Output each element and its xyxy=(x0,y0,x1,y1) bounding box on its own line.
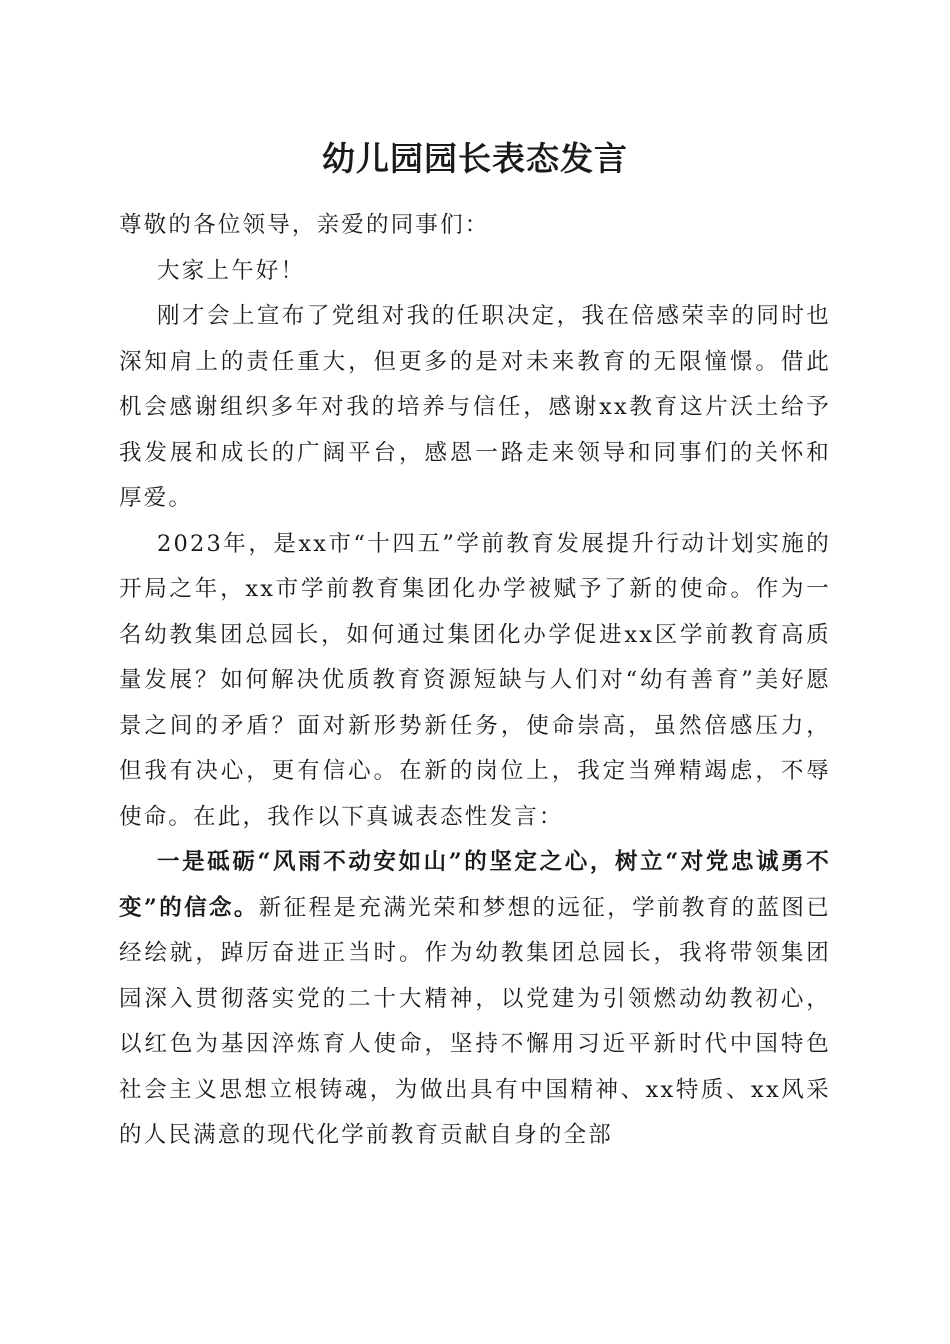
paragraph-context: 2023年，是xx市“十四五”学前教育发展提升行动计划实施的开局之年，xx市学前教育集团化办学被赋予了新的使命。作为一名幼教集团总园长，如何通过集团化办学促进xx区学前教育高质量发展？如何解决优质教育资源短缺与人们对“幼有善育”美好愿景之间的矛盾？面对新形势新任务，使命崇高，虽然倍感压力，但我有决心，更有信心。在新的岗位上，我定当殚精竭虑，不辱使命。在此，我作以下真诚表态性发言： xyxy=(119,530,831,830)
document-title: 幼儿园园长表态发言 xyxy=(322,139,628,178)
point-one-body: 新征程是充满光荣和梦想的远征，学前教育的蓝图已经绘就，踔厉奋进正当时。作为幼教集团总园长，我将带领集团园深入贯彻落实党的二十大精神，以党建为引领燃动幼教初心，以红色为基因淬炼育人使命，坚持不懈用习近平新时代中国特色社会主义思想立根铸魂，为做出具有中国精神、xx特质、xx风采的人民满意的现代化学前教育贡献自身的全部 xyxy=(119,894,831,1148)
paragraph-point-one xyxy=(119,840,831,1159)
document-body xyxy=(119,203,831,1159)
paragraph-appointment: 刚才会上宣布了党组对我的任职决定，我在倍感荣幸的同时也深知肩上的责任重大，但更多的是对未来教育的无限憧憬。借此机会感谢组织多年对我的培养与信任，感谢xx教育这片沃土给予我发展和成长的广阔平台，感恩一路走来领导和同事们的关怀和厚爱。 xyxy=(119,303,831,511)
point-one-lead: 一是砥砺“风雨不动安如山”的坚定之心，树立“对党忠诚勇不变”的信念。 xyxy=(119,849,831,921)
greeting: 大家上午好！ xyxy=(157,257,306,284)
salutation: 尊敬的各位领导，亲爱的同事们： xyxy=(119,212,490,238)
